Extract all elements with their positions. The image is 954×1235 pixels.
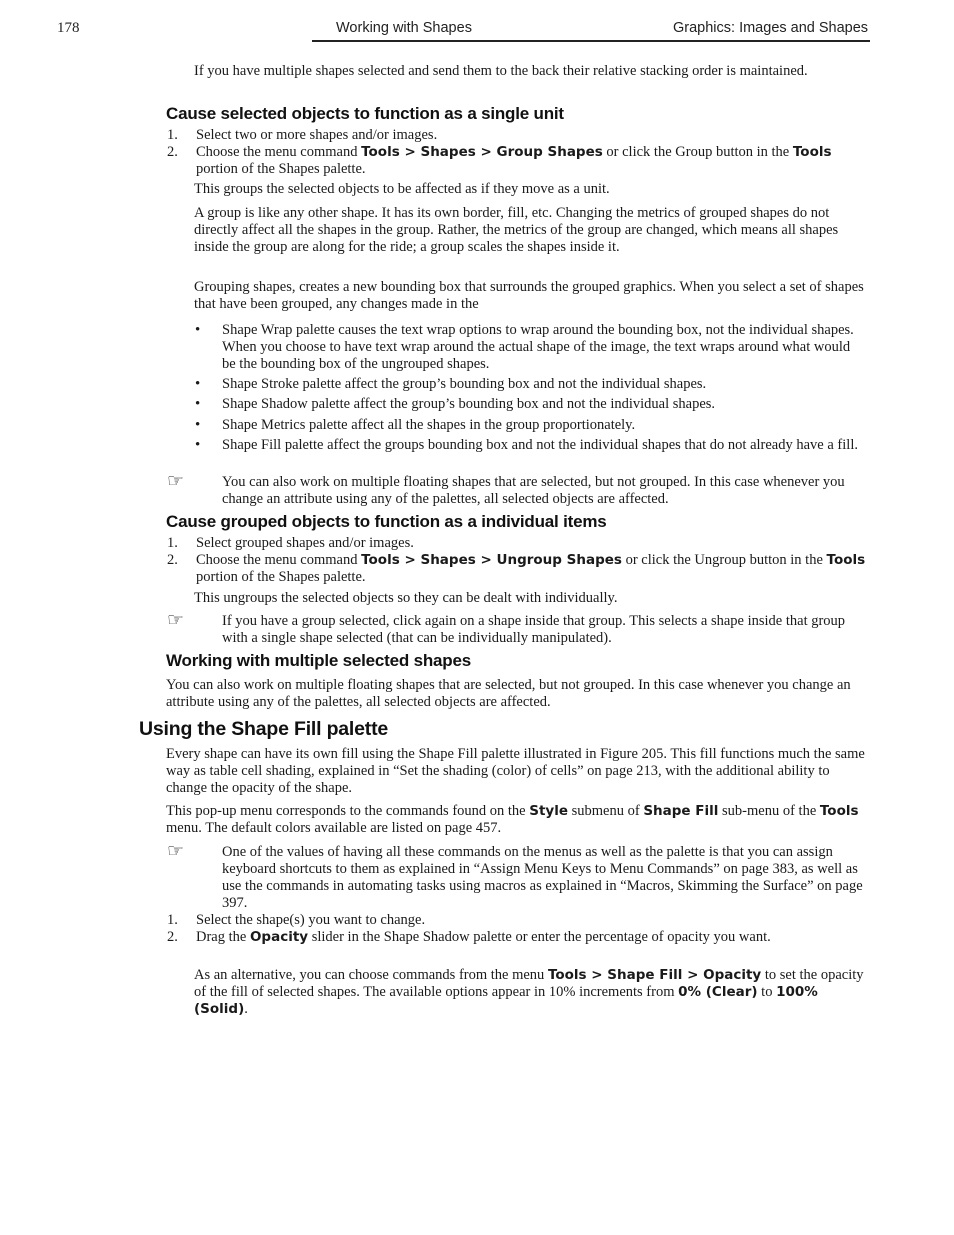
ungroup-step-2: Choose the menu command Tools > Shapes > Ungroup Shapes or click the Ungroup button in the Tools portion of the Shapes palette. xyxy=(196,552,866,585)
step-number: 2. xyxy=(167,552,178,568)
step-number: 1. xyxy=(167,535,178,551)
multiple-body: You can also work on multiple floating shapes that are selected, but not grouped. In this case whenever you change an attribute using any of the palettes, all selected objects are affected. xyxy=(166,677,851,710)
pointing-hand-icon: ☞ xyxy=(167,840,185,862)
menu-command: Tools xyxy=(547,967,587,983)
group-step-1: Select two or more shapes and/or images. xyxy=(196,127,438,143)
pointing-hand-icon: ☞ xyxy=(167,609,185,631)
bullet-marker: • xyxy=(195,417,201,433)
menu-command: Opacity xyxy=(249,929,309,945)
menu-command: 100% (Solid) xyxy=(194,984,818,1017)
heading-group-shapes: Cause selected objects to function as a single unit xyxy=(166,104,564,123)
heading-ungroup-shapes: Cause grouped objects to function as a individual items xyxy=(166,512,607,531)
menu-command: Group Shapes xyxy=(496,144,603,160)
group-note: You can also work on multiple floating shapes that are selected, but not grouped. In this case whenever you change an attribute using any of the palettes, all selected objects are affected. xyxy=(222,474,845,507)
bullet-marker: • xyxy=(195,396,201,412)
bullet-marker: • xyxy=(195,322,201,338)
group-step-2: Choose the menu command Tools > Shapes > Group Shapes or click the Group button in the Tools portion of the Shapes palette. xyxy=(196,144,832,177)
header-rule xyxy=(312,40,870,42)
intro-paragraph: If you have multiple shapes selected and send them to the back their relative stacking order is maintained. xyxy=(194,63,808,79)
menu-command: Style xyxy=(529,803,569,819)
menu-command: 0% (Clear) xyxy=(678,984,758,1000)
bullet-marker: • xyxy=(195,437,201,453)
ungroup-note: If you have a group selected, click again on a shape inside that group. This selects a shape inside that group with a single shape selected (that can be individually manipulated). xyxy=(222,613,846,646)
step-number: 2. xyxy=(167,929,178,945)
step-number: 1. xyxy=(167,912,178,928)
bullet-item: Shape Wrap palette causes the text wrap options to wrap around the bounding box, not the individual shapes. When you choose to have text wrap around the actual shape of the image, the text wraps around what would be the bounding box of the ungrouped shapes. xyxy=(222,322,854,372)
menu-command: Tools xyxy=(361,144,400,160)
fill-step-1: Select the shape(s) you want to change. xyxy=(196,912,426,928)
menu-command: Shapes xyxy=(420,552,476,568)
heading-multiple-shapes: Working with multiple selected shapes xyxy=(166,651,471,670)
ungroup-result: This ungroups the selected objects so they can be dealt with individually. xyxy=(194,590,618,606)
running-header-chapter: Graphics: Images and Shapes xyxy=(673,20,869,36)
group-paragraph-1: A group is like any other shape. It has its own border, fill, etc. Changing the metrics of grouped shapes do not directly affect all the shapes in the group. Rather, the metrics of the group are changed, which means all shapes inside the group are along for the ride; a group scales the shapes inside it. xyxy=(194,205,839,255)
fill-paragraph-1: Every shape can have its own fill using the Shape Fill palette illustrated in Figure 205. This fill functions much the same way as table cell shading, explained in “Set the shading (color) of cells” on page 213, with the additional ability to change the opacity of the shape. xyxy=(166,746,865,796)
ungroup-step-1: Select grouped shapes and/or images. xyxy=(196,535,414,551)
menu-command: Tools xyxy=(361,552,400,568)
step-number: 2. xyxy=(167,144,178,160)
bullet-item: Shape Shadow palette affect the group’s bounding box and not the individual shapes. xyxy=(222,396,716,412)
group-paragraph-2: Grouping shapes, creates a new bounding box that surrounds the grouped graphics. When you select a set of shapes that have been grouped, any changes made in the xyxy=(194,279,864,312)
fill-alternative: As an alternative, you can choose commands from the menu Tools > Shape Fill > Opacity to set the opacity of the fill of selected shapes. The available options appear in 10% increments from 0% (Clear) to 100% (Solid). xyxy=(194,967,864,1017)
menu-command: Tools xyxy=(819,803,859,819)
bullet-item: Shape Fill palette affect the groups bounding box and not the individual shapes that do not already have a fill. xyxy=(222,437,858,453)
page-number: 178 xyxy=(57,20,80,36)
heading-shape-fill: Using the Shape Fill palette xyxy=(139,718,389,740)
menu-command: Ungroup Shapes xyxy=(496,552,622,568)
fill-paragraph-2: This pop-up menu corresponds to the commands found on the Style submenu of Shape Fill sub-menu of the Tools menu. The default colors available are listed on page 457. xyxy=(166,803,859,836)
group-result: This groups the selected objects to be affected as if they move as a unit. xyxy=(194,181,610,197)
menu-command: Shape Fill xyxy=(607,967,683,983)
fill-note: One of the values of having all these commands on the menus as well as the palette is that you can assign keyboard shortcuts to them as explained in “Assign Menu Keys to Menu Commands” on page 383, as well as use the commands in automating tasks using macros as explained in “Macros, Skimming the Surface” on page 397. xyxy=(222,844,863,911)
fill-step-2: Drag the Opacity slider in the Shape Shadow palette or enter the percentage of opacity you want. xyxy=(196,929,771,945)
running-header-section: Working with Shapes xyxy=(336,20,472,36)
bullet-item: Shape Metrics palette affect all the shapes in the group proportionately. xyxy=(222,417,636,433)
menu-command: Tools xyxy=(792,144,832,160)
bullet-marker: • xyxy=(195,376,201,392)
menu-command: Shapes xyxy=(420,144,476,160)
menu-command: Shape Fill xyxy=(643,803,719,819)
menu-command: Opacity xyxy=(703,967,762,983)
pointing-hand-icon: ☞ xyxy=(167,470,185,492)
menu-command: Tools xyxy=(826,552,866,568)
step-number: 1. xyxy=(167,127,178,143)
bullet-item: Shape Stroke palette affect the group’s bounding box and not the individual shapes. xyxy=(222,376,707,392)
